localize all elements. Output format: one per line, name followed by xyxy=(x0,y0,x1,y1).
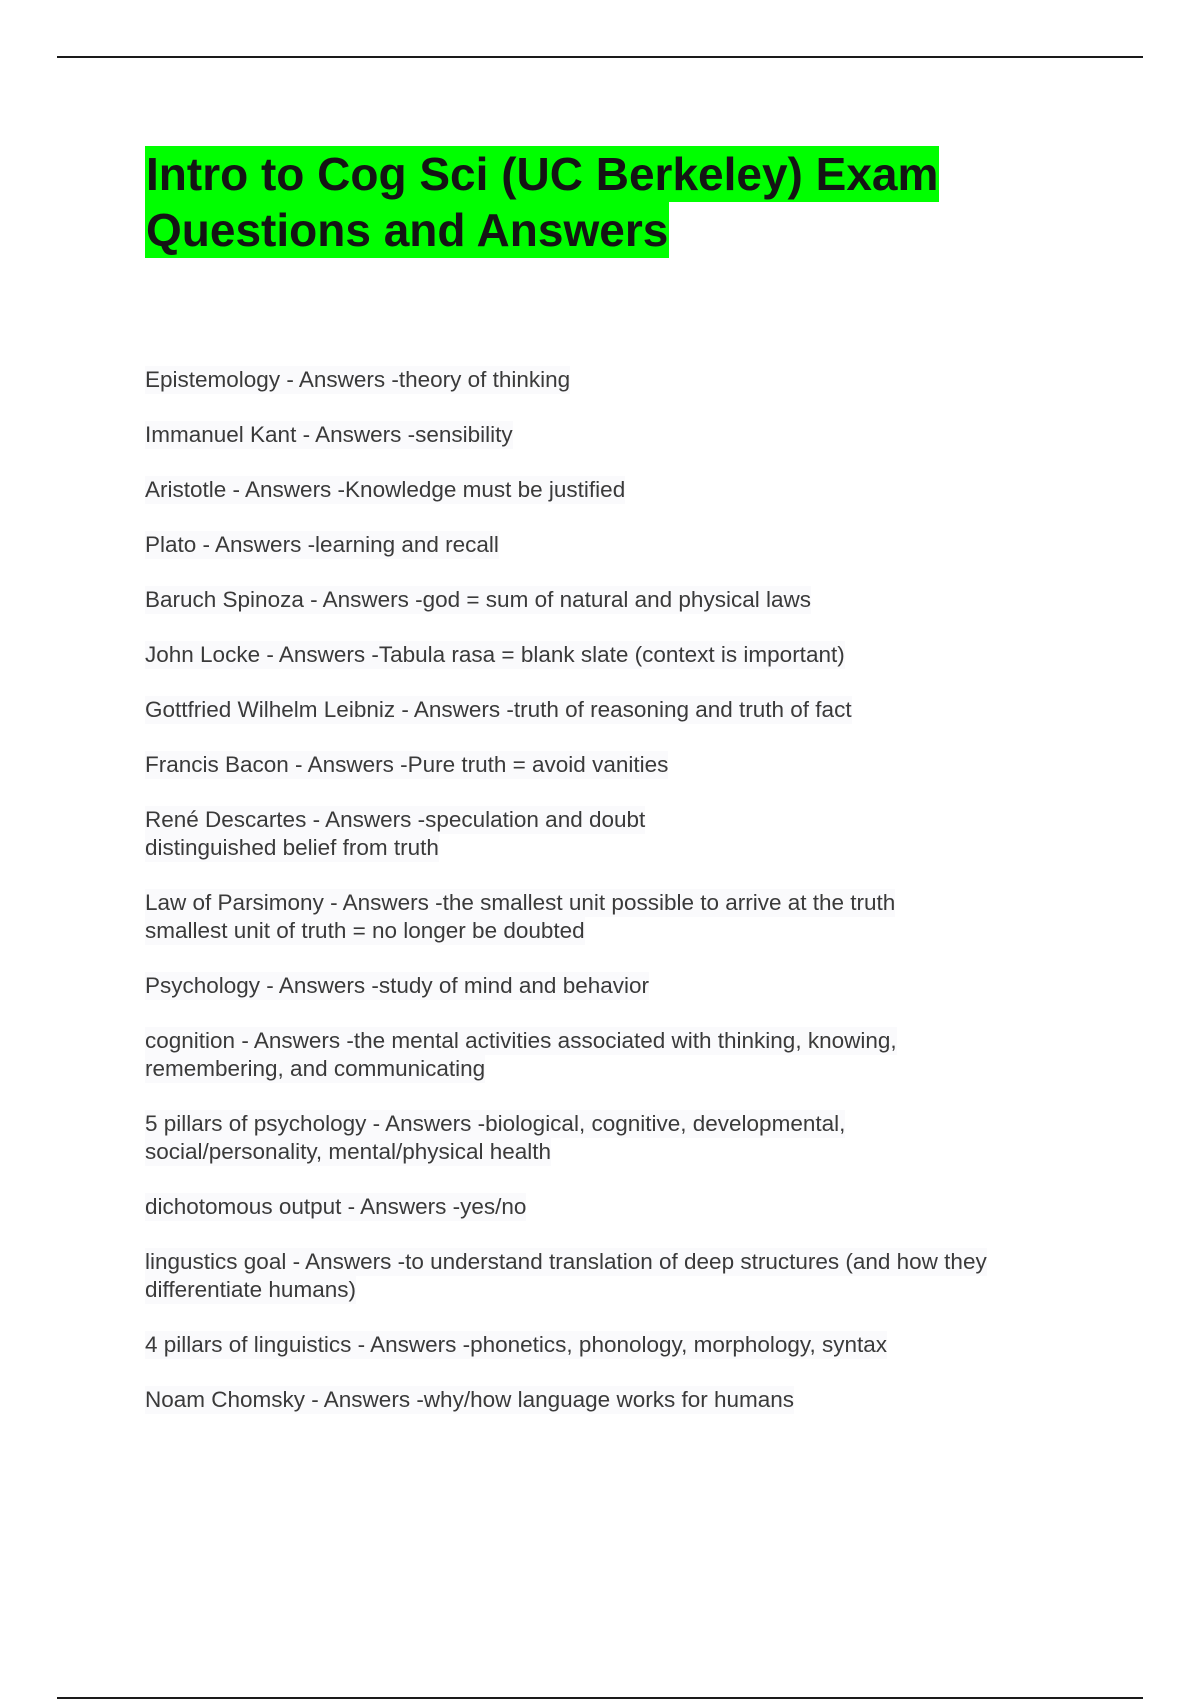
qa-item-dichotomous-output xyxy=(145,1193,1065,1221)
qa-line: cognition - Answers -the mental activities associated with thinking, knowing, xyxy=(145,1028,897,1053)
bottom-rule xyxy=(57,1697,1143,1699)
qa-item-rene-descartes xyxy=(145,806,1065,862)
qa-item-law-of-parsimony xyxy=(145,889,1065,945)
qa-line: Plato - Answers -learning and recall xyxy=(145,532,499,557)
qa-item-john-locke xyxy=(145,641,1065,669)
qa-item-linguistics-goal xyxy=(145,1248,1065,1304)
qa-item-aristotle xyxy=(145,476,1065,504)
qa-item-plato xyxy=(145,531,1065,559)
qa-item-4-pillars-of-linguistics xyxy=(145,1331,1065,1359)
qa-line: 5 pillars of psychology - Answers -biological, cognitive, developmental, xyxy=(145,1111,846,1136)
qa-item-baruch-spinoza xyxy=(145,586,1065,614)
qa-line: dichotomous output - Answers -yes/no xyxy=(145,1194,527,1219)
qa-line: John Locke - Answers -Tabula rasa = blank slate (context is important) xyxy=(145,642,845,667)
qa-item-5-pillars-of-psychology xyxy=(145,1110,1065,1166)
qa-line: lingustics goal - Answers -to understand translation of deep structures (and how they xyxy=(145,1249,987,1274)
qa-item-noam-chomsky xyxy=(145,1386,1065,1414)
qa-list xyxy=(145,366,1065,1441)
qa-line: remembering, and communicating xyxy=(145,1056,486,1081)
qa-line: Francis Bacon - Answers -Pure truth = avoid vanities xyxy=(145,752,669,777)
document-title xyxy=(145,146,1045,258)
qa-line: social/personality, mental/physical health xyxy=(145,1139,552,1164)
qa-item-psychology xyxy=(145,972,1065,1000)
qa-line: 4 pillars of linguistics - Answers -phonetics, phonology, morphology, syntax xyxy=(145,1332,888,1357)
top-rule xyxy=(57,56,1143,58)
qa-line: René Descartes - Answers -speculation and doubt xyxy=(145,807,646,832)
qa-item-leibniz xyxy=(145,696,1065,724)
qa-item-cognition xyxy=(145,1027,1065,1083)
qa-item-francis-bacon xyxy=(145,751,1065,779)
qa-item-immanuel-kant xyxy=(145,421,1065,449)
qa-line: Epistemology - Answers -theory of thinking xyxy=(145,367,571,392)
qa-line: Psychology - Answers -study of mind and behavior xyxy=(145,973,649,998)
qa-line: distinguished belief from truth xyxy=(145,835,439,860)
qa-line: Law of Parsimony - Answers -the smallest unit possible to arrive at the truth xyxy=(145,890,896,915)
title-line-1: Intro to Cog Sci (UC Berkeley) Exam xyxy=(146,148,939,200)
qa-line: Aristotle - Answers -Knowledge must be justified xyxy=(145,477,626,502)
qa-line: Gottfried Wilhelm Leibniz - Answers -truth of reasoning and truth of fact xyxy=(145,697,852,722)
qa-line: differentiate humans) xyxy=(145,1277,356,1302)
qa-line: Baruch Spinoza - Answers -god = sum of natural and physical laws xyxy=(145,587,811,612)
qa-item-epistemology xyxy=(145,366,1065,394)
qa-line: Immanuel Kant - Answers -sensibility xyxy=(145,422,513,447)
title-line-2: Questions and Answers xyxy=(146,204,669,256)
qa-line: Noam Chomsky - Answers -why/how language works for humans xyxy=(145,1387,795,1412)
qa-line: smallest unit of truth = no longer be doubted xyxy=(145,918,585,943)
